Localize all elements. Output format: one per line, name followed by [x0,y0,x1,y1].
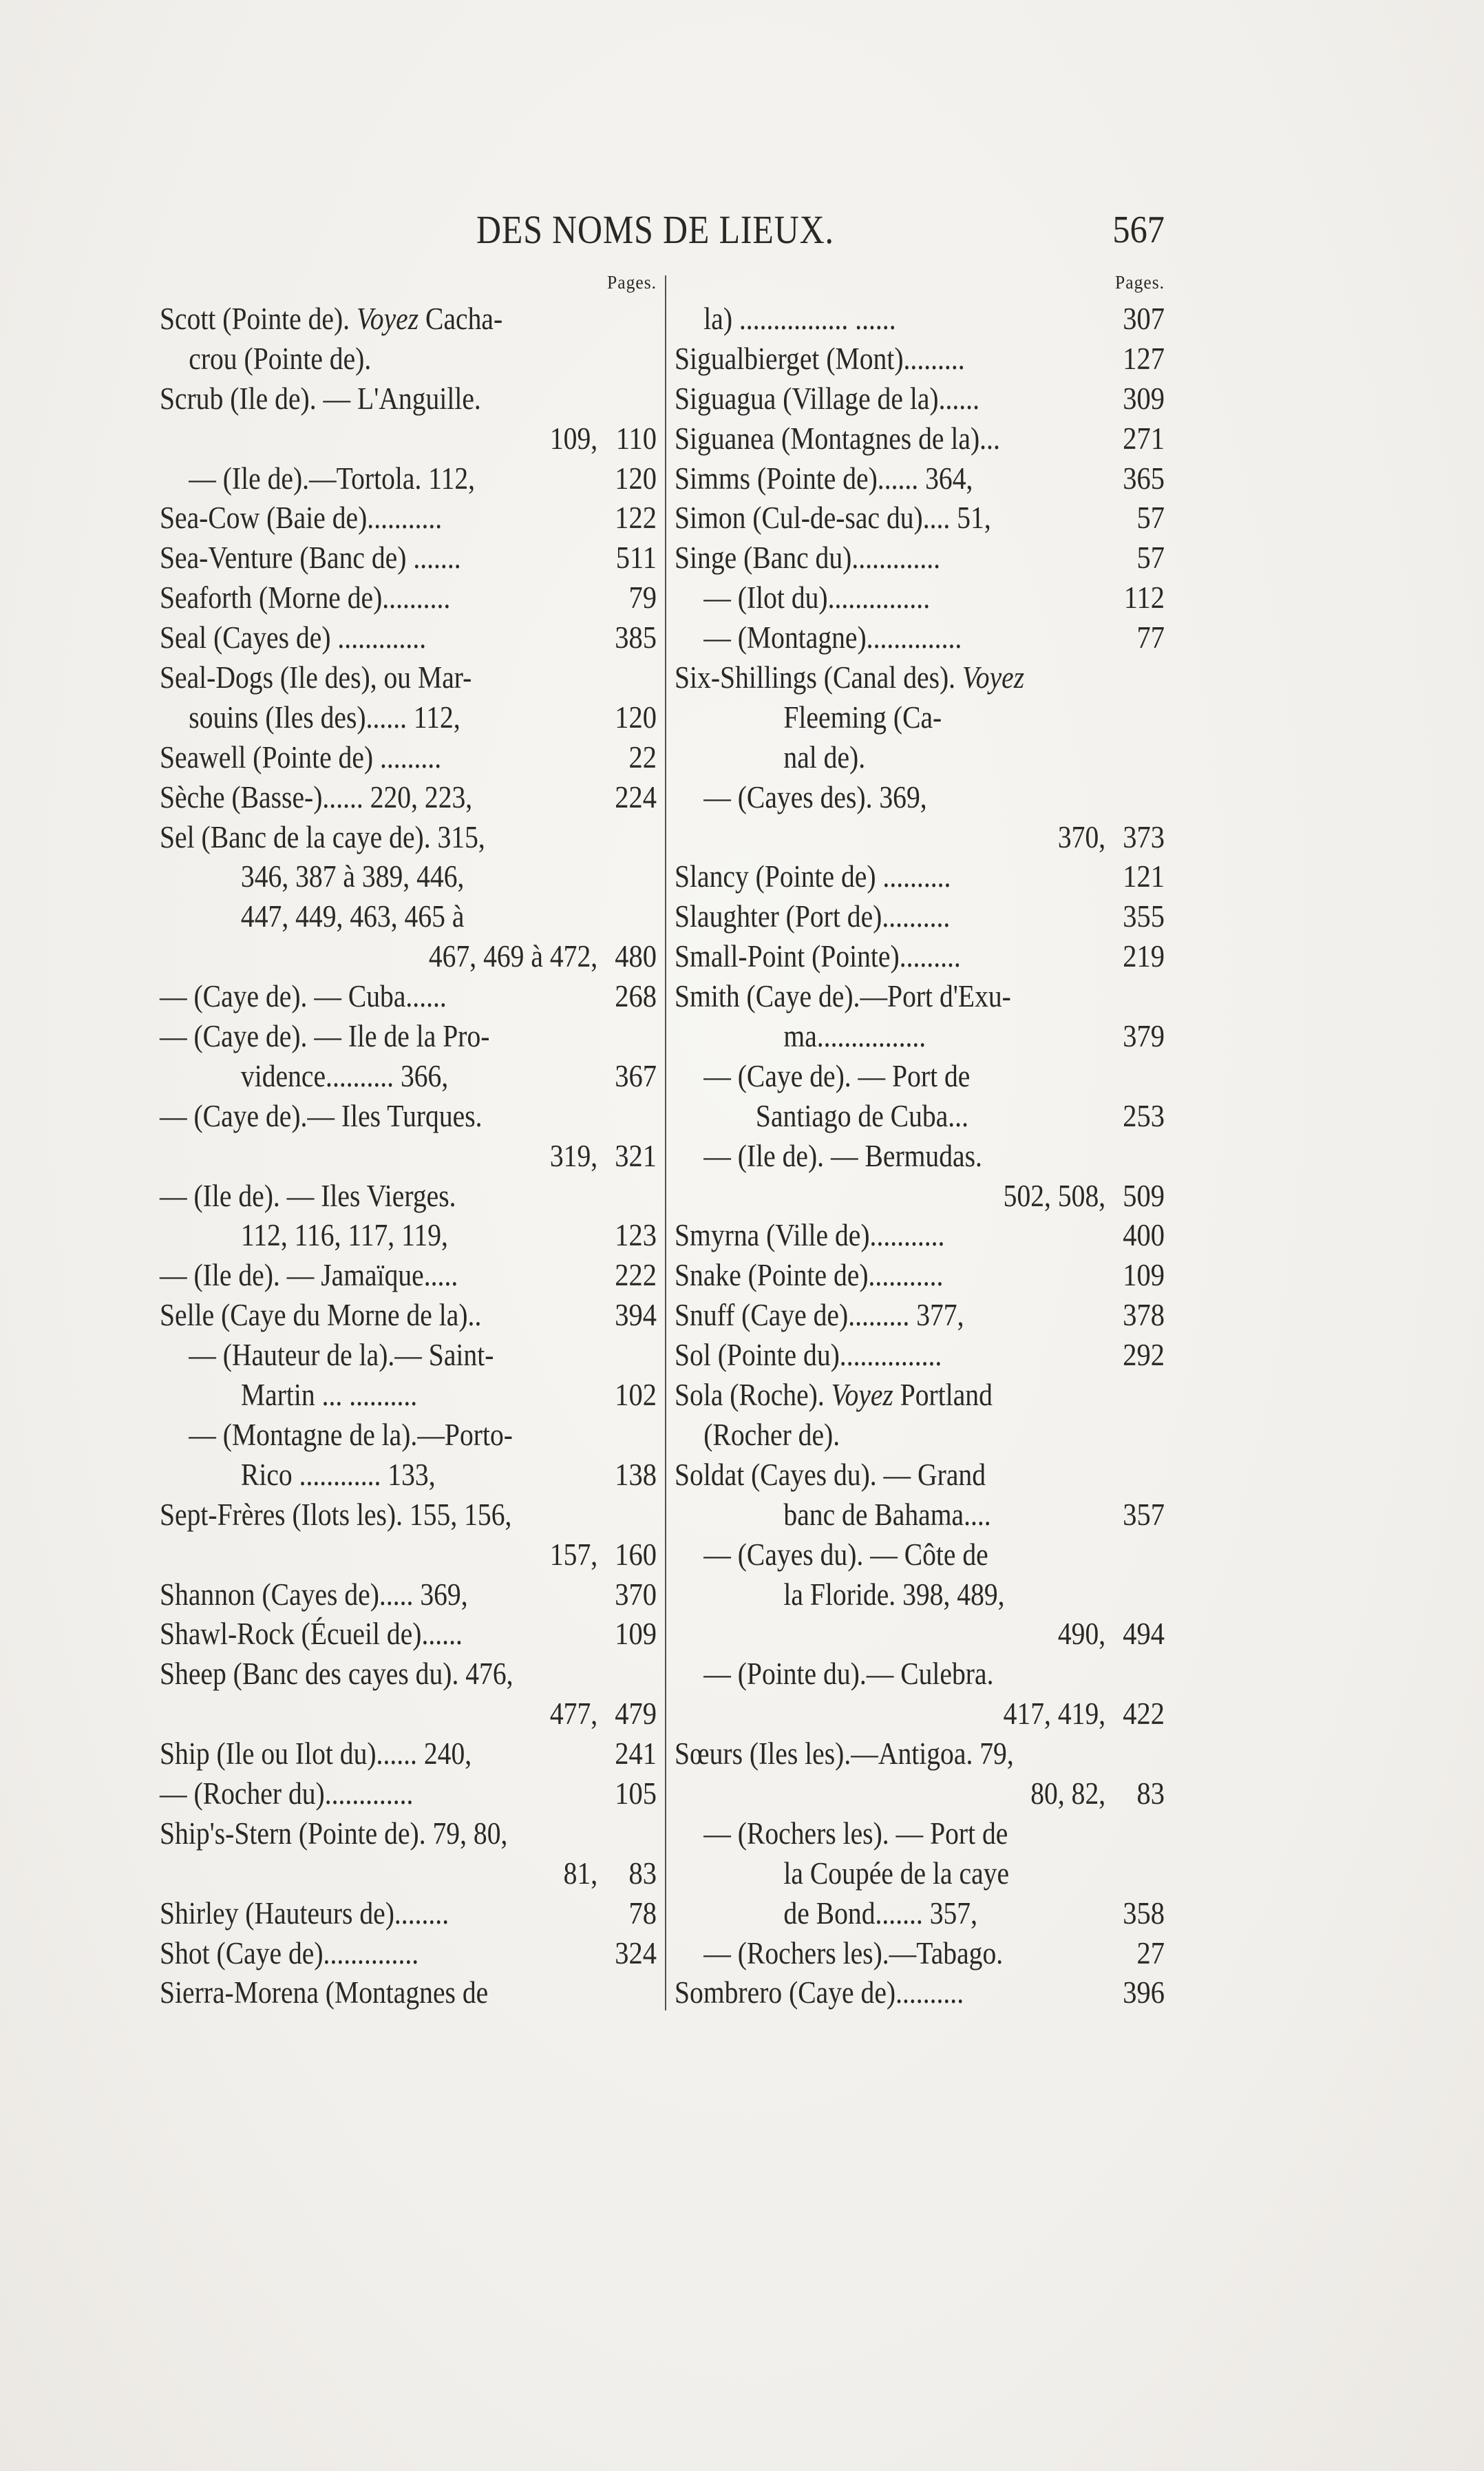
index-page: 22 [628,739,657,775]
index-text: — (Caye de). — Ile de la Pro- [160,1019,490,1054]
index-text: Seaforth (Morne de).......... [160,580,451,616]
index-line [160,857,657,897]
index-text: Seawell (Pointe de) ......... [160,739,442,775]
index-line [160,1694,657,1734]
index-text: vidence.......... 366, [240,1058,449,1093]
index-line [675,1057,1165,1097]
index-line [675,738,1165,778]
index-line [675,1934,1165,1974]
index-line [160,419,657,459]
index-column-right [675,272,1165,2013]
index-line [675,1376,1165,1416]
index-page: 112 [1123,580,1165,616]
index-page: 511 [615,540,657,576]
index-line [160,1376,657,1416]
index-page [613,818,657,858]
index-page [613,1336,657,1376]
index-line [160,459,657,499]
index-page: 400 [1123,1218,1165,1253]
index-page: 102 [615,1378,657,1413]
column-divider [665,275,666,2010]
index-line [160,1495,657,1535]
index-line [675,578,1165,618]
index-text: Santiago de Cuba... [755,1098,968,1133]
index-line [160,1854,657,1894]
index-page: 379 [1123,1019,1165,1054]
index-text: 477, [549,1696,598,1732]
index-page: 378 [1123,1298,1165,1333]
index-text: 467, 469 à 472, [428,939,598,974]
index-text: Martin ... .......... [240,1378,418,1413]
index-page: 253 [1123,1098,1165,1133]
index-line [675,1575,1165,1615]
index-text: — (Rochers les). — Port de [703,1816,1008,1851]
index-page [1121,1575,1165,1615]
index-line [675,658,1165,698]
index-page [613,1654,657,1694]
index-page: 394 [615,1298,657,1333]
index-line [160,1535,657,1575]
index-page: 367 [615,1058,657,1093]
index-line [675,339,1165,379]
index-line [160,977,657,1017]
index-line [675,1814,1165,1854]
index-line [675,299,1165,339]
index-page: 122 [615,501,657,536]
index-page: 479 [615,1696,657,1732]
index-text: Sœurs (Iles les).—Antigoa. 79, [675,1736,1014,1771]
index-page [1121,1137,1165,1177]
index-text: la Floride. 398, 489, [783,1577,1005,1612]
index-line [675,897,1165,937]
index-line [160,498,657,538]
index-line [675,419,1165,459]
index-page [1121,778,1165,818]
index-page: 373 [1123,819,1165,854]
index-page [613,1495,657,1535]
index-page: 123 [615,1218,657,1253]
index-text: — (Caye de). — Cuba...... [160,979,447,1014]
index-text: Sea-Cow (Baie de)........... [160,501,443,536]
index-page [1121,1376,1165,1416]
index-text: 157, [549,1537,598,1572]
index-line [160,1734,657,1774]
index-text: 447, 449, 463, 465 à [240,899,465,934]
index-text: 112, 116, 117, 119, [240,1218,448,1253]
index-text: Sola (Roche). Voyez Portland [675,1378,993,1413]
index-page: 57 [1136,540,1165,576]
index-page [1121,738,1165,778]
index-text: 81, [563,1855,598,1891]
index-page [613,1814,657,1854]
index-text: 370, [1057,819,1106,854]
index-text: — (Ile de). — Bermudas. [703,1138,982,1173]
index-text: Singe (Banc du)............. [675,540,941,576]
index-line [675,498,1165,538]
index-text: Snake (Pointe de)........... [675,1258,944,1293]
index-page: 77 [1136,620,1165,655]
index-page: 127 [1123,341,1165,376]
index-page: 83 [628,1855,657,1891]
index-text: — (Ile de). — Iles Vierges. [160,1178,456,1213]
index-page [1121,977,1165,1017]
index-text: la Coupée de la caye [783,1855,1010,1891]
index-page: 222 [615,1258,657,1293]
index-line [675,937,1165,977]
index-page: 120 [615,461,657,496]
index-text: — (Pointe du).— Culebra. [703,1657,994,1692]
index-page: 292 [1123,1338,1165,1373]
index-page: 78 [628,1895,657,1931]
index-line [675,1296,1165,1336]
index-line [675,1017,1165,1057]
index-text: Sierra-Morena (Montagnes de [160,1975,489,2010]
index-line [160,1894,657,1934]
index-line [160,698,657,738]
index-line [675,538,1165,578]
index-text: Sheep (Banc des cayes du). 476, [160,1657,513,1692]
index-page: 370 [615,1577,657,1612]
index-line [675,1774,1165,1814]
index-page [1121,1814,1165,1854]
index-line [160,1575,657,1615]
index-line [675,1097,1165,1137]
index-text: Slancy (Pointe de) .......... [675,859,951,894]
index-text: Shirley (Hauteurs de)........ [160,1895,449,1931]
index-page: 324 [615,1935,657,1970]
index-line [160,379,657,419]
index-text: — (Ile de).—Tortola. 112, [189,461,476,496]
index-text: Siguagua (Village de la)...... [675,381,979,416]
index-line [675,778,1165,818]
index-text: Shawl-Rock (Écueil de)...... [160,1617,463,1652]
index-text: — (Rochers les).—Tabago. [703,1935,1004,1970]
index-text: Selle (Caye du Morne de la).. [160,1298,482,1333]
index-text: ma................ [783,1019,926,1054]
index-text: Sol (Pointe du)............... [675,1338,942,1373]
index-page [613,1097,657,1137]
index-line [160,937,657,977]
index-line [675,1455,1165,1495]
index-page: 271 [1123,421,1165,456]
index-line [160,1017,657,1057]
index-line [160,1973,657,2013]
index-page: 365 [1123,461,1165,496]
index-line [160,578,657,618]
index-text: 319, [549,1138,598,1173]
index-page: 105 [615,1776,657,1811]
index-line [675,379,1165,419]
index-text: — (Caye de). — Port de [703,1058,971,1093]
running-head [160,207,1165,262]
index-page: 138 [615,1457,657,1492]
index-page [1121,698,1165,738]
index-line [675,1734,1165,1774]
index-page: 494 [1123,1617,1165,1652]
index-line [675,459,1165,499]
index-text: Slaughter (Port de).......... [675,899,951,934]
pages-label: Pages. [1115,272,1165,293]
index-page: 480 [615,939,657,974]
index-page: 309 [1123,381,1165,416]
index-text: Seal (Cayes de) ............. [160,620,427,655]
index-page: 358 [1123,1895,1165,1931]
index-line [675,1495,1165,1535]
index-line [675,1973,1165,2013]
index-line [675,1854,1165,1894]
index-page [613,1416,657,1455]
index-text: Snuff (Caye de)......... 377, [675,1298,964,1333]
index-line [160,1216,657,1256]
index-text: Sel (Banc de la caye de). 315, [160,819,485,854]
index-text: Smith (Caye de).—Port d'Exu- [675,979,1011,1014]
index-text: Small-Point (Pointe)......... [675,939,961,974]
index-text: 502, 508, [1003,1178,1106,1213]
index-line [160,658,657,698]
index-text: Ship (Ile ou Ilot du)...... 240, [160,1736,472,1771]
index-line [675,1216,1165,1256]
page-number: 567 [1112,209,1165,251]
index-text: Seal-Dogs (Ile des), ou Mar- [160,660,472,695]
index-line [675,1137,1165,1177]
index-line [160,897,657,937]
index-line [675,857,1165,897]
index-line [160,1256,657,1296]
index-page: 241 [615,1736,657,1771]
index-page: 307 [1123,302,1165,336]
index-line [160,618,657,658]
index-text: crou (Pointe de). [189,341,372,376]
index-text: Ship's-Stern (Pointe de). 79, 80, [160,1816,508,1851]
index-text: — (Rocher du)............. [160,1776,414,1811]
index-line [160,1654,657,1694]
index-page [1121,658,1165,698]
index-text: Siguanea (Montagnes de la)... [675,421,1000,456]
index-page [1121,1057,1165,1097]
index-page: 385 [615,620,657,655]
index-line [160,1057,657,1097]
index-line [160,818,657,858]
index-line [675,1416,1165,1455]
index-text: Rico ............ 133, [240,1457,436,1492]
index-page [613,658,657,698]
index-page: 509 [1123,1178,1165,1213]
index-line [675,1336,1165,1376]
index-page: 160 [615,1537,657,1572]
index-page: 109 [1123,1258,1165,1293]
index-page: 27 [1136,1935,1165,1970]
index-line [160,1934,657,1974]
index-page [613,339,657,379]
index-text: Scrub (Ile de). — L'Anguille. [160,381,481,416]
index-page [613,379,657,419]
index-line [675,1654,1165,1694]
index-line [675,1535,1165,1575]
index-text: Shot (Caye de).............. [160,1935,419,1970]
index-page [613,299,657,339]
index-line [675,977,1165,1017]
index-text: 417, 419, [1003,1696,1106,1732]
index-text: banc de Bahama.... [783,1497,991,1532]
index-page: 83 [1136,1776,1165,1811]
index-page: 396 [1123,1975,1165,2010]
index-page [613,1177,657,1217]
index-line [675,1177,1165,1217]
index-page: 422 [1123,1696,1165,1732]
index-page: 110 [615,421,657,456]
index-text: — (Cayes des). 369, [703,779,927,814]
index-text: Shannon (Cayes de)..... 369, [160,1577,468,1612]
index-line [160,299,657,339]
index-text: — (Cayes du). — Côte de [703,1537,988,1572]
index-line [160,1814,657,1854]
index-page: 79 [628,580,657,616]
index-page [1121,1535,1165,1575]
index-line [160,1455,657,1495]
index-line [160,1774,657,1814]
index-text: Sèche (Basse-)...... 220, 223, [160,779,473,814]
pages-label: Pages. [607,272,657,293]
index-page: 321 [615,1138,657,1173]
index-text: — (Ile de). — Jamaïque..... [160,1258,458,1293]
index-line [675,818,1165,858]
index-text: Sigualbierget (Mont)......... [675,341,965,376]
index-line [160,1097,657,1137]
index-text: souins (Iles des)...... 112, [189,700,460,735]
index-line [675,698,1165,738]
index-line [675,1694,1165,1734]
index-text: — (Montagne de la).—Porto- [189,1417,513,1452]
index-page [613,1973,657,2013]
index-text: — (Montagne).............. [703,620,962,655]
index-text: — (Hauteur de la).— Saint- [189,1338,494,1373]
index-page [1121,1734,1165,1774]
index-text: Sombrero (Caye de).......... [675,1975,964,2010]
index-page [1121,1654,1165,1694]
index-page: 57 [1136,501,1165,536]
index-page [613,857,657,897]
index-line [160,538,657,578]
index-text: Smyrna (Ville de)........... [675,1218,945,1253]
index-line [160,1137,657,1177]
index-text: Six-Shillings (Canal des). Voyez [675,660,1025,695]
index-text: Scott (Pointe de). Voyez Cacha- [160,302,503,336]
index-page [613,1017,657,1057]
index-text: — (Caye de).— Iles Turques. [160,1098,483,1133]
index-text: Soldat (Cayes du). — Grand [675,1457,986,1492]
index-text: nal de). [783,739,866,775]
index-text: 346, 387 à 389, 446, [240,859,465,894]
index-page: 219 [1123,939,1165,974]
index-line [675,1894,1165,1934]
index-line [675,1615,1165,1654]
index-text: de Bond....... 357, [783,1895,977,1931]
index-text: 109, [549,421,598,456]
index-page [1121,1854,1165,1894]
index-text: (Rocher de). [703,1417,840,1452]
index-line [160,778,657,818]
index-line [160,1177,657,1217]
page-title: DES NOMS DE LIEUX. [476,207,834,252]
index-line [675,618,1165,658]
index-page: 355 [1123,899,1165,934]
index-page: 224 [615,779,657,814]
index-page: 268 [615,979,657,1014]
index-line [160,1336,657,1376]
index-page [1121,1416,1165,1455]
index-text: Fleeming (Ca- [783,700,942,735]
index-text: — (Ilot du)............... [703,580,931,616]
index-text: la) ................ ...... [703,302,896,336]
index-line [160,1296,657,1336]
index-text: Sept-Frères (Ilots les). 155, 156, [160,1497,512,1532]
index-line [675,1256,1165,1296]
index-page: 357 [1123,1497,1165,1532]
index-page: 121 [1123,859,1165,894]
index-column-left [160,272,657,2013]
index-page: 120 [615,700,657,735]
index-text: 490, [1057,1617,1106,1652]
index-page [1121,1455,1165,1495]
index-text: Simms (Pointe de)...... 364, [675,461,973,496]
index-line [160,1416,657,1455]
index-text: Simon (Cul-de-sac du).... 51, [675,501,991,536]
index-line [160,1615,657,1654]
index-page: 109 [615,1617,657,1652]
index-line [160,738,657,778]
index-text: 80, 82, [1030,1776,1106,1811]
index-line [160,339,657,379]
index-page [613,897,657,937]
index-text: Sea-Venture (Banc de) ....... [160,540,461,576]
